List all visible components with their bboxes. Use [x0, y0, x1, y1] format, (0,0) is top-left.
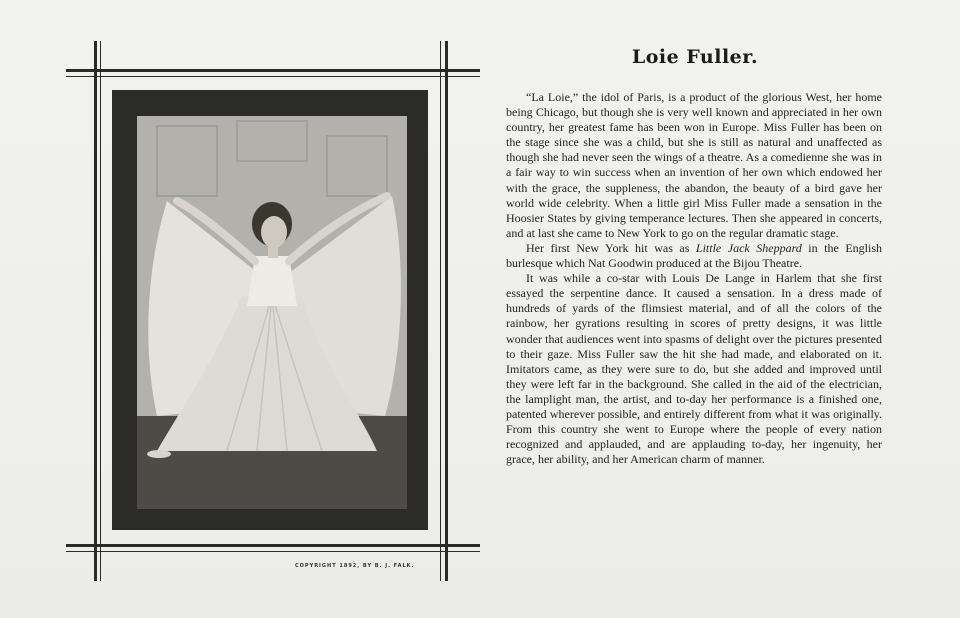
- frame-rule-top-thin: [66, 76, 480, 77]
- paragraph-2: [506, 241, 882, 271]
- paragraph-3: It was while a co-star with Louis De Lange in Harlem that she first essayed the serpentine dance. It caused a sensation. In a dress made of hundreds of yards of the flimsiest material, and of all the colors of the rainbow, her gyrations resulting in scores of pretty designs, it was little wonder that audiences went into spasms of delight over the pictures presented to their gaze. Miss Fuller saw the hit she had made, and elaborated on it. Imitators came, as they were sure to do, but she added and improved until they were left far in the background. She called in the aid of the electrician, the lamplight man, the artist, and to-day her performance is a finished one, patented wherever possible, and entirely different from what it was originally. From this country she went to Europe where the people of every nation recognized and applauded, and are applauding to-day, her ingenuity, her grace, her ability, and her American charm of manner.: [506, 271, 882, 467]
- paragraph-2-before: Her first New York hit was as: [526, 240, 696, 255]
- frame-rule-bottom-thin: [66, 551, 480, 552]
- photo-copyright-caption: COPYRIGHT 1892, BY B. J. FALK.: [295, 563, 415, 569]
- article-body: [506, 90, 882, 467]
- frame-rule-right: [445, 41, 448, 581]
- frame-rule-left: [94, 41, 97, 581]
- frame-rule-right-thin: [440, 41, 441, 581]
- frame-rule-bottom: [66, 544, 480, 547]
- paragraph-1: “La Loie,” the idol of Paris, is a product of the glorious West, her home being Chicago, but though she is very well known and appreciated in her own country, her greatest fame has been won in Europe. Miss Fuller has been on the stage since she was a child, but she is still as natural and unaffected as though she had never seen the wings of a theatre. As a comedienne she was in a fair way to win success when an invention of her own which endowed her with the grace, the suppleness, the abandon, the beauty of a bird gave her world wide celebrity. When a little girl Miss Fuller made a sensation in the Hoosier States by giving temperance lectures. Then she appeared in concerts, and at last she came to New York to go on the regular dramatic stage.: [506, 90, 882, 240]
- frame-rule-top: [66, 69, 480, 72]
- paragraph-2-after: in the English burlesque which Nat Goodwin produced at the Bijou Theatre.: [506, 240, 882, 271]
- frame-rule-left-thin: [100, 41, 101, 581]
- dancer-photograph: [137, 116, 407, 509]
- dancer-illustration: [137, 116, 407, 509]
- page-title: Loie Fuller.: [631, 46, 759, 68]
- paragraph-2-italic: Little Jack Sheppard: [695, 240, 802, 255]
